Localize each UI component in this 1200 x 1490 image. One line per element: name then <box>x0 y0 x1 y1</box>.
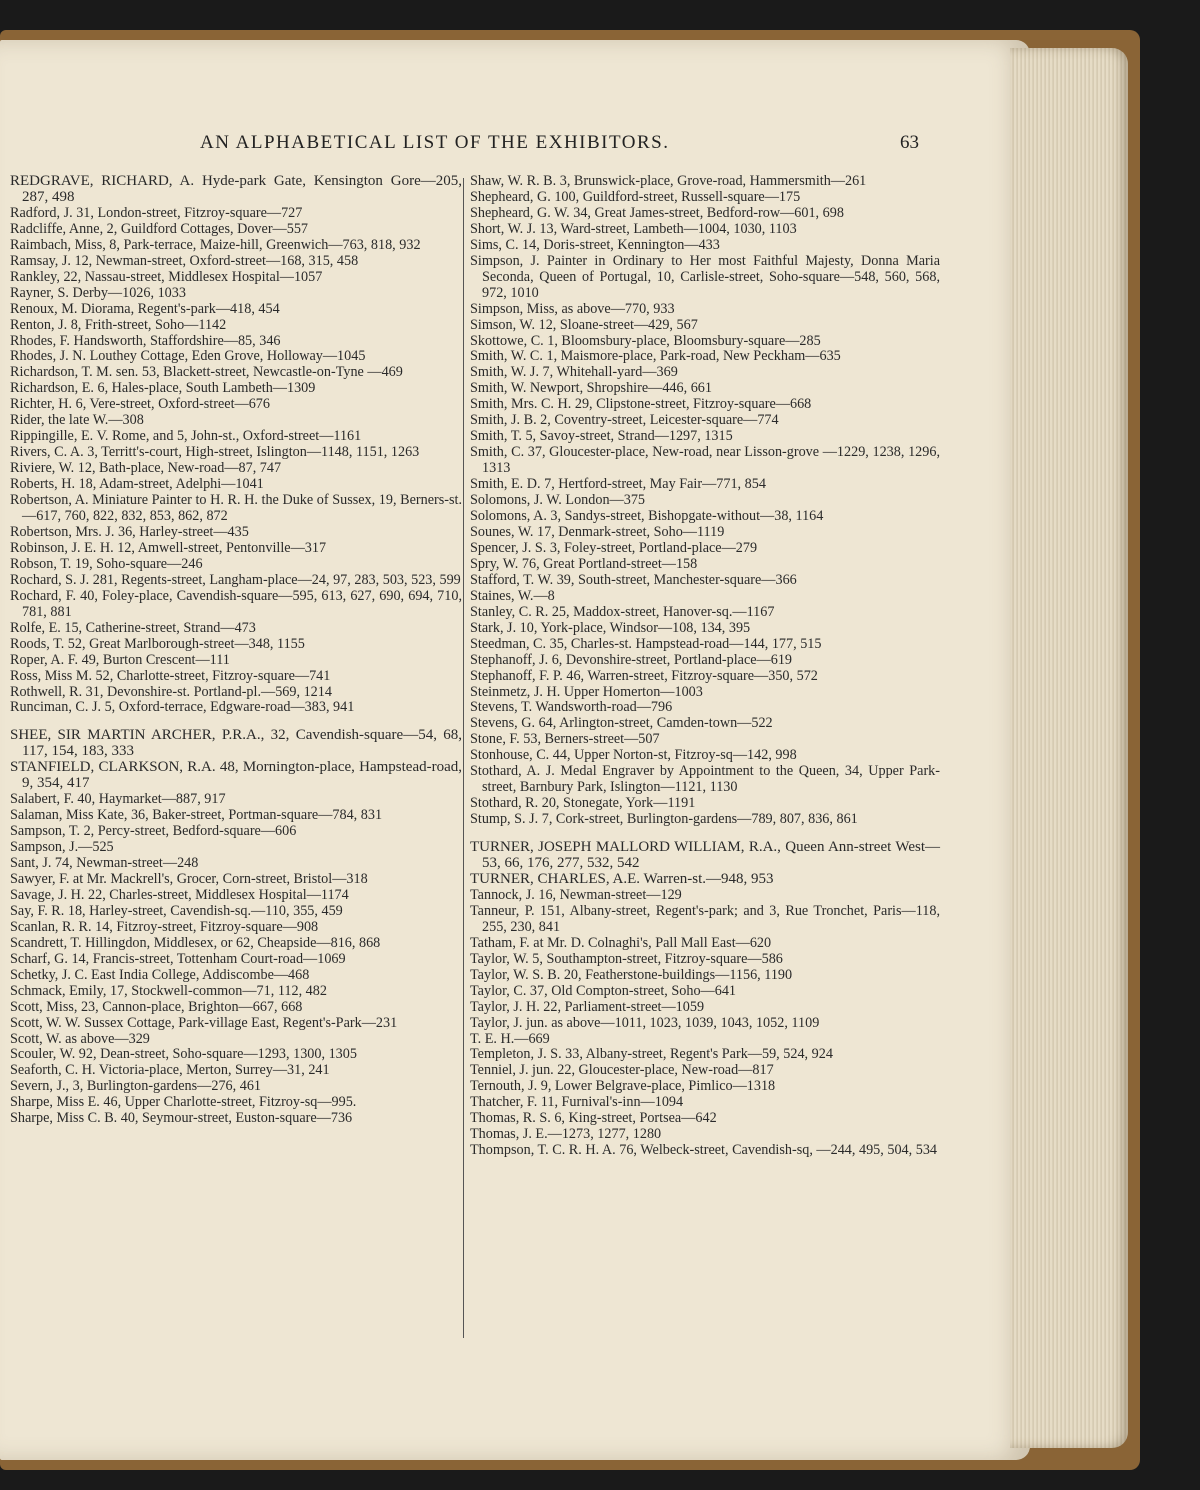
exhibitor-entry: Scharf, G. 14, Francis-street, Tottenham Court-road—1069 <box>10 950 346 967</box>
exhibitor-entry: Rivers, C. A. 3, Territt's-court, High-street, Islington—1148, 1151, 1263 <box>10 444 420 461</box>
exhibitor-entry: Radcliffe, Anne, 2, Guildford Cottages, Dover—557 <box>10 220 309 237</box>
exhibitor-entry: Riviere, W. 12, Bath-place, New-road—87, 747 <box>10 460 282 477</box>
exhibitor-entry: Sawyer, F. at Mr. Mackrell's, Grocer, Corn-street, Bristol—318 <box>10 870 368 887</box>
exhibitor-entry: Rochard, F. 40, Foley-place, Cavendish-square—595, 613, 627, 690, 694, 710, 781, 881 <box>10 587 462 620</box>
exhibitor-entry: Stothard, R. 20, Stonegate, York—1191 <box>470 795 696 812</box>
exhibitor-entry: Smith, W. Newport, Shropshire—446, 661 <box>470 380 712 397</box>
exhibitor-entry: Stevens, G. 64, Arlington-street, Camden-town—522 <box>470 715 773 732</box>
exhibitor-entry: Roper, A. F. 49, Burton Crescent—111 <box>10 651 230 668</box>
exhibitor-entry: Spencer, J. S. 3, Foley-street, Portland-place—279 <box>470 539 758 556</box>
exhibitor-entry: Robson, T. 19, Soho-square—246 <box>10 555 203 572</box>
exhibitor-entry: Solomons, A. 3, Sandys-street, Bishopgate-without—38, 1164 <box>470 508 824 525</box>
exhibitor-entry: Skottowe, C. 1, Bloomsbury-place, Bloomsbury-square—285 <box>470 332 821 349</box>
exhibitor-entry: Scandrett, T. Hillingdon, Middlesex, or 62, Cheapside—816, 868 <box>10 934 381 951</box>
exhibitor-entry: SHEE, SIR MARTIN ARCHER, P.R.A., 32, Cavendish-square—54, 68, 117, 154, 183, 333 <box>10 727 462 760</box>
exhibitor-entry: Stark, J. 10, York-place, Windsor—108, 134, 395 <box>470 619 751 636</box>
page-number: 63 <box>900 132 919 153</box>
exhibitor-entry: Thomas, J. E.—1273, 1277, 1280 <box>470 1126 662 1143</box>
exhibitor-entry: Staines, W.—8 <box>470 587 555 604</box>
page-edges <box>1010 48 1128 1448</box>
exhibitor-entry: Stephanoff, F. P. 46, Warren-street, Fitzroy-square—350, 572 <box>470 667 818 684</box>
exhibitor-entry: Renton, J. 8, Frith-street, Soho—1142 <box>10 316 227 333</box>
exhibitor-entry: Richter, H. 6, Vere-street, Oxford-street—676 <box>10 396 270 413</box>
exhibitor-entry: Smith, E. D. 7, Hertford-street, May Fair—771, 854 <box>470 476 766 493</box>
exhibitor-entry: Taylor, W. S. B. 20, Featherstone-buildings—1156, 1190 <box>470 966 793 983</box>
exhibitor-entry: Ternouth, J. 9, Lower Belgrave-place, Pimlico—1318 <box>470 1078 776 1095</box>
exhibitor-entry: Sims, C. 14, Doris-street, Kennington—433 <box>470 236 720 253</box>
exhibitor-entry: Sounes, W. 17, Denmark-street, Soho—1119 <box>470 523 725 540</box>
exhibitor-entry: Seaforth, C. H. Victoria-place, Merton, Surrey—31, 241 <box>10 1062 330 1079</box>
exhibitor-entry: TURNER, JOSEPH MALLORD WILLIAM, R.A., Queen Ann-street West—53, 66, 176, 277, 532, 542 <box>470 839 940 872</box>
exhibitor-entry: Scanlan, R. R. 14, Fitzroy-street, Fitzroy-square—908 <box>10 918 319 935</box>
exhibitor-entry: Radford, J. 31, London-street, Fitzroy-square—727 <box>10 204 303 221</box>
exhibitor-entry: Renoux, M. Diorama, Regent's-park—418, 454 <box>10 300 280 317</box>
exhibitor-entry: Stothard, A. J. Medal Engraver by Appointment to the Queen, 34, Upper Park-street, Barnbury Park, Islington—1121, 1130 <box>470 763 940 796</box>
page-header: AN ALPHABETICAL LIST OF THE EXHIBITORS. <box>200 132 670 153</box>
exhibitor-entry: Roods, T. 52, Great Marlborough-street—348, 1155 <box>10 635 305 652</box>
exhibitor-entry: Smith, C. 37, Gloucester-place, New-road, near Lisson-grove —1229, 1238, 1296, 1313 <box>470 444 940 477</box>
exhibitor-entry: Stone, F. 53, Berners-street—507 <box>470 731 660 748</box>
left-column <box>10 174 462 1127</box>
exhibitor-entry: Templeton, J. S. 33, Albany-street, Regent's Park—59, 524, 924 <box>470 1046 833 1063</box>
exhibitor-entry: Scott, Miss, 23, Cannon-place, Brighton—667, 668 <box>10 998 303 1015</box>
exhibitor-entry: Salaman, Miss Kate, 36, Baker-street, Portman-square—784, 831 <box>10 807 383 824</box>
exhibitor-entry: Sampson, J.—525 <box>10 839 114 856</box>
exhibitor-entry: Rankley, 22, Nassau-street, Middlesex Hospital—1057 <box>10 268 323 285</box>
exhibitor-entry: Smith, Mrs. C. H. 29, Clipstone-street, Fitzroy-square—668 <box>470 396 812 413</box>
exhibitor-entry: Steinmetz, J. H. Upper Homerton—1003 <box>470 683 703 700</box>
column-divider <box>463 178 464 1338</box>
exhibitor-entry: Salabert, F. 40, Haymarket—887, 917 <box>10 791 226 808</box>
exhibitor-entry: Sant, J. 74, Newman-street—248 <box>10 855 199 872</box>
exhibitor-entry: Smith, W. C. 1, Maismore-place, Park-road, New Peckham—635 <box>470 348 841 365</box>
exhibitor-entry: Rider, the late W.—308 <box>10 412 144 429</box>
exhibitor-entry: Simson, W. 12, Sloane-street—429, 567 <box>470 316 698 333</box>
exhibitor-entry: Ross, Miss M. 52, Charlotte-street, Fitzroy-square—741 <box>10 667 331 684</box>
exhibitor-entry: Smith, W. J. 7, Whitehall-yard—369 <box>470 364 678 381</box>
exhibitor-entry: Shepheard, G. 100, Guildford-street, Russell-square—175 <box>470 188 801 205</box>
exhibitor-entry: Ramsay, J. 12, Newman-street, Oxford-street—168, 315, 458 <box>10 252 359 269</box>
exhibitor-entry: Richardson, T. M. sen. 53, Blackett-street, Newcastle-on-Tyne —469 <box>10 364 403 381</box>
exhibitor-entry: Rayner, S. Derby—1026, 1033 <box>10 284 186 301</box>
exhibitor-entry: Taylor, J. H. 22, Parliament-street—1059 <box>470 998 705 1015</box>
exhibitor-entry: Tenniel, J. jun. 22, Gloucester-place, New-road—817 <box>470 1062 774 1079</box>
exhibitor-entry: REDGRAVE, RICHARD, A. Hyde-park Gate, Kensington Gore—205, 287, 498 <box>10 173 462 205</box>
exhibitor-entry: Rothwell, R. 31, Devonshire-st. Portland-pl.—569, 1214 <box>10 683 332 700</box>
exhibitor-entry: STANFIELD, CLARKSON, R.A. 48, Mornington-place, Hampstead-road, 9, 354, 417 <box>10 759 462 792</box>
exhibitor-entry: Taylor, W. 5, Southampton-street, Fitzroy-square—586 <box>470 950 783 967</box>
exhibitor-entry: Sharpe, Miss E. 46, Upper Charlotte-street, Fitzroy-sq—995. <box>10 1094 357 1111</box>
exhibitor-entry: T. E. H.—669 <box>470 1030 550 1047</box>
exhibitor-entry: Schetky, J. C. East India College, Addiscombe—468 <box>10 966 310 983</box>
exhibitor-entry: Robertson, A. Miniature Painter to H. R. H. the Duke of Sussex, 19, Berners-st.—617, 760, 822, 832, 853, 862, 872 <box>10 492 462 525</box>
exhibitor-entry: Rippingille, E. V. Rome, and 5, John-st., Oxford-street—1161 <box>10 428 362 445</box>
exhibitor-entry: Simpson, Miss, as above—770, 933 <box>470 300 675 317</box>
exhibitor-entry: Stump, S. J. 7, Cork-street, Burlington-gardens—789, 807, 836, 861 <box>470 811 858 828</box>
exhibitor-entry: Rhodes, F. Handsworth, Staffordshire—85, 346 <box>10 332 281 349</box>
exhibitor-entry: Solomons, J. W. London—375 <box>470 492 646 509</box>
exhibitor-entry: Schmack, Emily, 17, Stockwell-common—71, 112, 482 <box>10 982 327 999</box>
exhibitor-entry: Smith, J. B. 2, Coventry-street, Leicester-square—774 <box>470 412 779 429</box>
exhibitor-entry: Rolfe, E. 15, Catherine-street, Strand—473 <box>10 619 256 636</box>
exhibitor-entry: Rochard, S. J. 281, Regents-street, Langham-place—24, 97, 283, 503, 523, 599 <box>10 571 461 588</box>
exhibitor-entry: Stafford, T. W. 39, South-street, Manchester-square—366 <box>470 571 797 588</box>
exhibitor-entry: Tanneur, P. 151, Albany-street, Regent's-park; and 3, Rue Tronchet, Paris—118, 255, 230, 841 <box>470 902 940 935</box>
exhibitor-entry: Short, W. J. 13, Ward-street, Lambeth—1004, 1030, 1103 <box>470 220 797 237</box>
exhibitor-entry: TURNER, CHARLES, A.E. Warren-st.—948, 953 <box>470 870 774 887</box>
exhibitor-entry: Shaw, W. R. B. 3, Brunswick-place, Grove-road, Hammersmith—261 <box>470 173 867 189</box>
exhibitor-entry: Roberts, H. 18, Adam-street, Adelphi—1041 <box>10 476 264 493</box>
exhibitor-entry: Runciman, C. J. 5, Oxford-terrace, Edgware-road—383, 941 <box>10 699 355 716</box>
exhibitor-entry: Scott, W. as above—329 <box>10 1030 150 1047</box>
exhibitor-entry: Say, F. R. 18, Harley-street, Cavendish-sq.—110, 355, 459 <box>10 902 343 919</box>
exhibitor-entry: Scott, W. W. Sussex Cottage, Park-village East, Regent's-Park—231 <box>10 1014 398 1031</box>
exhibitor-entry: Rhodes, J. N. Louthey Cottage, Eden Grove, Holloway—1045 <box>10 348 366 365</box>
exhibitor-entry: Severn, J., 3, Burlington-gardens—276, 461 <box>10 1078 262 1095</box>
exhibitor-entry: Tannock, J. 16, Newman-street—129 <box>470 886 682 903</box>
exhibitor-entry: Stevens, T. Wandsworth-road—796 <box>470 699 673 716</box>
exhibitor-entry: Sharpe, Miss C. B. 40, Seymour-street, Euston-square—736 <box>10 1110 353 1127</box>
exhibitor-entry: Sampson, T. 2, Percy-street, Bedford-square—606 <box>10 823 297 840</box>
exhibitor-entry: Stanley, C. R. 25, Maddox-street, Hanover-sq.—1167 <box>470 603 775 620</box>
exhibitor-entry: Richardson, E. 6, Hales-place, South Lambeth—1309 <box>10 380 316 397</box>
exhibitor-entry: Robinson, J. E. H. 12, Amwell-street, Pentonville—317 <box>10 539 327 556</box>
exhibitor-entry: Taylor, J. jun. as above—1011, 1023, 1039, 1043, 1052, 1109 <box>470 1014 820 1031</box>
exhibitor-entry: Robertson, Mrs. J. 36, Harley-street—435 <box>10 523 249 540</box>
exhibitor-entry: Raimbach, Miss, 8, Park-terrace, Maize-hill, Greenwich—763, 818, 932 <box>10 236 421 253</box>
exhibitor-entry: Spry, W. 76, Great Portland-street—158 <box>470 555 698 572</box>
exhibitor-entry: Steedman, C. 35, Charles-st. Hampstead-road—144, 177, 515 <box>470 635 822 652</box>
exhibitor-entry: Stonhouse, C. 44, Upper Norton-st, Fitzroy-sq—142, 998 <box>470 747 797 764</box>
exhibitor-entry: Tatham, F. at Mr. D. Colnaghi's, Pall Mall East—620 <box>470 934 772 951</box>
exhibitor-entry: Shepheard, G. W. 34, Great James-street, Bedford-row—601, 698 <box>470 204 844 221</box>
exhibitor-entry: Savage, J. H. 22, Charles-street, Middlesex Hospital—1174 <box>10 886 349 903</box>
exhibitor-entry: Simpson, J. Painter in Ordinary to Her most Faithful Majesty, Donna Maria Seconda, Queen of Portugal, 10, Carlisle-street, Soho-square—548, 560, 568, 972, 1010 <box>470 252 940 301</box>
exhibitor-entry: Smith, T. 5, Savoy-street, Strand—1297, 1315 <box>470 428 733 445</box>
exhibitor-entry: Stephanoff, J. 6, Devonshire-street, Portland-place—619 <box>470 651 793 668</box>
exhibitor-entry: Thatcher, F. 11, Furnival's-inn—1094 <box>470 1094 684 1111</box>
exhibitor-entry: Thomas, R. S. 6, King-street, Portsea—642 <box>470 1110 717 1127</box>
exhibitor-entry: Scouler, W. 92, Dean-street, Soho-square—1293, 1300, 1305 <box>10 1046 357 1063</box>
exhibitor-entry: Taylor, C. 37, Old Compton-street, Soho—641 <box>470 982 737 999</box>
exhibitor-entry: Thompson, T. C. R. H. A. 76, Welbeck-street, Cavendish-sq, —244, 495, 504, 534 <box>470 1142 938 1159</box>
right-column <box>470 174 940 1159</box>
